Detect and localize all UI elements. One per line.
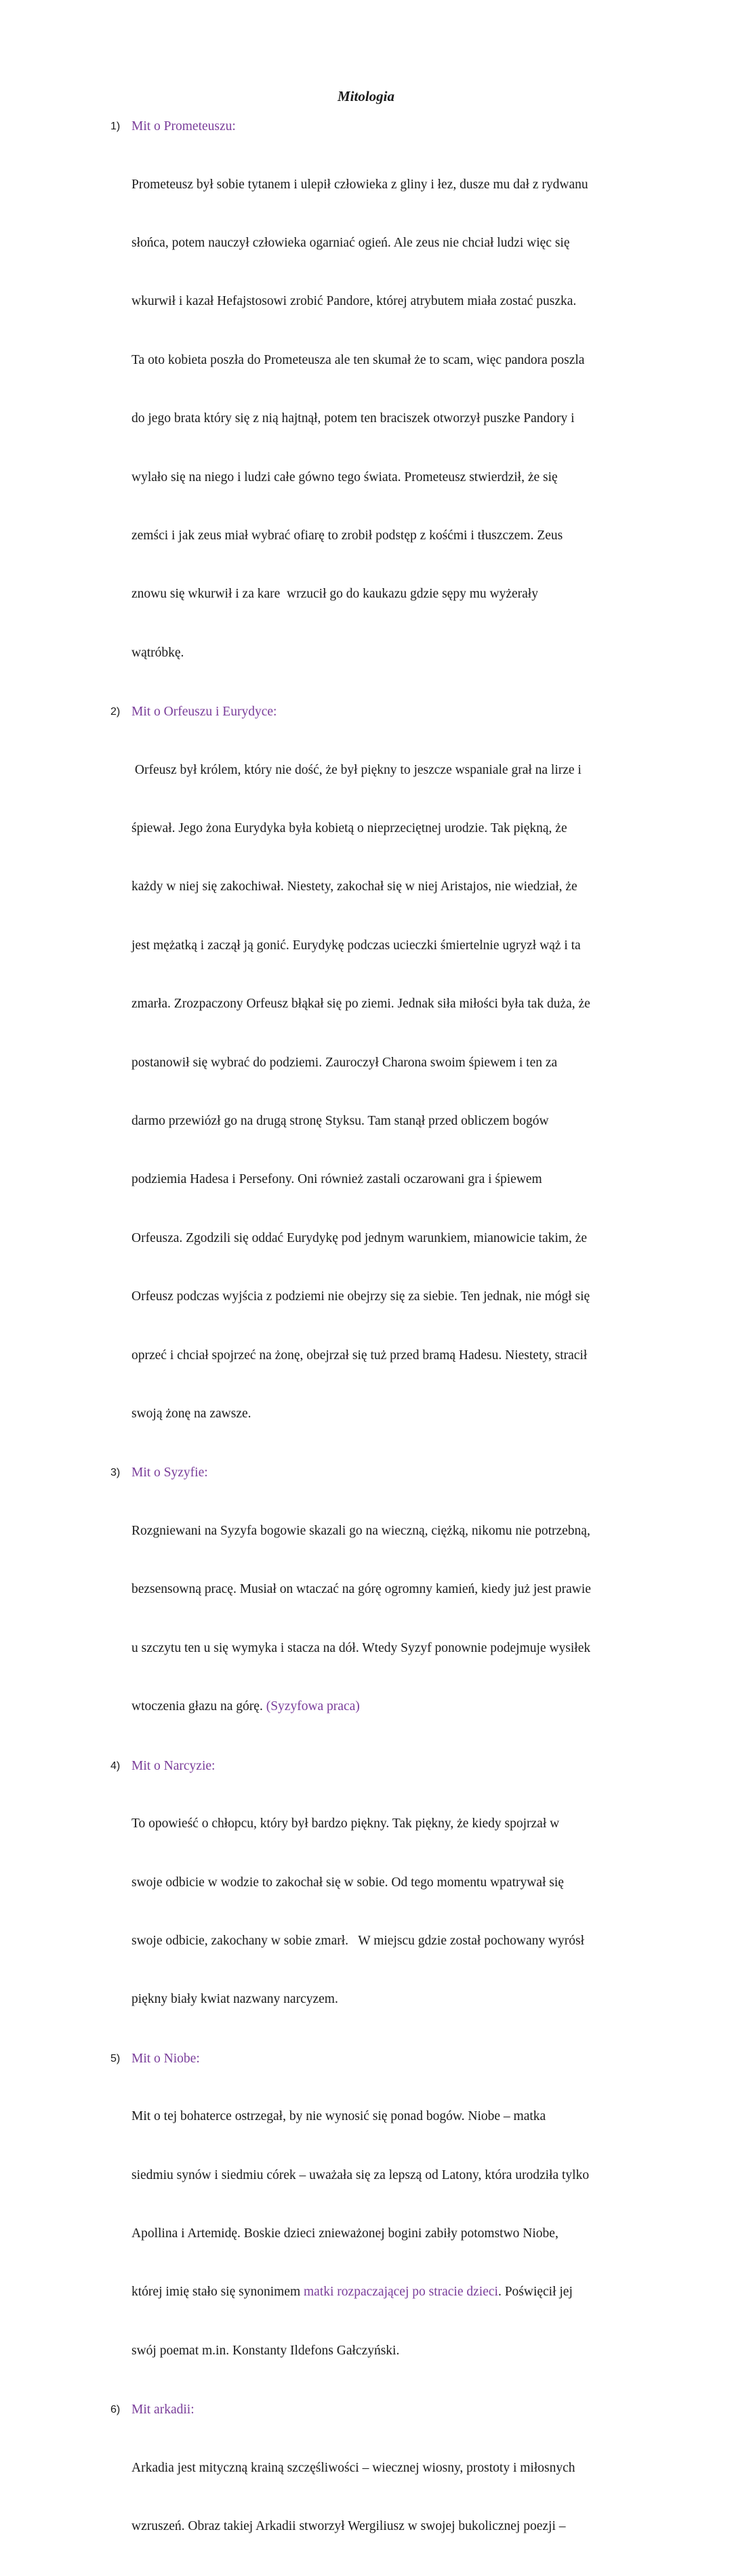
myth-heading: Mit o Orfeuszu i Eurydyce:: [131, 705, 277, 720]
body-line: zemści i jak zeus miał wybrać ofiarę to zrobił podstęp z kośćmi i tłuszczem. Zeus: [131, 528, 563, 543]
body-line: swoje odbicie w wodzie to zakochał się w sobie. Od tego momentu wpatrywał się: [131, 1875, 564, 1890]
myth-heading: Mit arkadii:: [131, 2403, 195, 2417]
body-text: wtoczenia głazu na górę.: [131, 1699, 266, 1714]
body-line: wątróbkę.: [131, 645, 184, 660]
body-line: Apollina i Artemidę. Boskie dzieci znieważonej bogini zabiły potomstwo Niobe,: [131, 2226, 558, 2241]
myth-body: [131, 1776, 651, 2049]
myth-item-arcadia: [0, 2400, 732, 2575]
myth-body: [131, 722, 651, 1463]
highlighted-phrase: matki rozpaczającej po stracie dzieci: [304, 2285, 498, 2300]
body-line: zmarła. Zrozpaczony Orfeusz błąkał się po ziemi. Jednak siła miłości była tak duża, że: [131, 997, 590, 1012]
item-number: 5): [110, 2052, 121, 2064]
myth-item-niobe: [0, 2049, 732, 2401]
body-line: piękny biały kwiat nazwany narcyzem.: [131, 1992, 338, 2007]
myth-heading: Mit o Syzyfie:: [131, 1466, 208, 1480]
body-line: bezsensowną pracę. Musiał on wtaczać na górę ogromny kamień, kiedy już jest prawie: [131, 1582, 591, 1597]
body-line: Rozgniewani na Syzyfa bogowie skazali go na wieczną, ciężką, nikomu nie potrzebną,: [131, 1523, 590, 1538]
myth-body: [131, 136, 651, 702]
body-line: znowu się wkurwił i za kare wrzucił go do kaukazu gdzie sępy mu wyżerały: [131, 587, 538, 602]
body-line: To opowieść o chłopcu, który był bardzo piękny. Tak piękny, że kiedy spojrzał w: [131, 1816, 560, 1831]
body-line: siedmiu synów i siedmiu córek – uważała się za lepszą od Latony, która urodziła tylko: [131, 2167, 590, 2182]
body-line: darmo przewiózł go na drugą stronę Styksu. Tam stanął przed obliczem bogów: [131, 1114, 549, 1129]
item-number: 4): [110, 1760, 121, 1772]
body-line: Orfeusza. Zgodzili się oddać Eurydykę pod jednym warunkiem, mianowicie takim, że: [131, 1230, 587, 1245]
body-line: Arkadia jest mityczną krainą szczęśliwości – wiecznej wiosny, prostoty i miłosnych: [131, 2460, 575, 2475]
myth-heading: Mit o Narcyzie:: [131, 1758, 216, 1773]
myth-heading: Mit o Niobe:: [131, 2051, 200, 2066]
body-line: [131, 2283, 651, 2302]
body-line: wkurwił i kazał Hefajstosowi zrobić Pandore, której atrybutem miała zostać puszka.: [131, 294, 577, 309]
body-line: śpiewał. Jego żona Eurydyka była kobietą o nieprzeciętnej urodzie. Tak piękną, że: [131, 821, 567, 836]
myth-body: [131, 2069, 651, 2401]
myth-item-narcissus: [0, 1756, 732, 2049]
body-line: Orfeusz był królem, który nie dość, że był piękny to jeszcze wspaniale grał na lirze i: [131, 762, 582, 777]
body-line: postanowił się wybrać do podziemi. Zauroczył Charona swoim śpiewem i ten za: [131, 1055, 558, 1070]
myth-body: [131, 1482, 651, 1756]
body-line: swoje odbicie, zakochany w sobie zmarł. W miejscu gdzie został pochowany wyrósł: [131, 1933, 585, 1948]
item-number: 6): [110, 2404, 121, 2416]
myth-body: [131, 2419, 651, 2575]
page-title: Mitologia: [337, 88, 394, 104]
body-line: oprzeć i chciał spojrzeć na żonę, obejrzał się tuż przed bramą Hadesu. Niestety, stracił: [131, 1348, 588, 1363]
body-line: swoją żonę na zawsze.: [131, 1407, 251, 1421]
body-line: do jego brata który się z nią hajtnął, potem ten braciszek otworzył puszke Pandory i: [131, 411, 575, 426]
body-line: Orfeusz podczas wyjścia z podziemi nie obejrzy się za siebie. Ten jednak, nie mógł się: [131, 1289, 590, 1304]
body-line: jest mężatką i zaczął ją gonić. Eurydykę podczas ucieczki śmiertelnie ugryzł wąż i ta: [131, 938, 581, 953]
body-line: wzruszeń. Obraz takiej Arkadii stworzył Wergiliusz w swojej bukolicznej poezji –: [131, 2519, 566, 2534]
myth-list: [0, 117, 732, 2576]
item-number: 3): [110, 1467, 121, 1479]
body-line: Mit o tej bohaterce ostrzegał, by nie wynosić się ponad bogów. Niobe – matka: [131, 2109, 546, 2124]
body-line: [131, 1697, 651, 1717]
myth-item-prometheus: [0, 117, 732, 702]
body-line: swój poemat m.in. Konstanty Ildefons Gałczyński.: [131, 2343, 400, 2358]
body-text: . Poświęcił jej: [497, 2285, 573, 2300]
myth-item-orpheus: [0, 702, 732, 1463]
item-number: 2): [110, 706, 121, 718]
myth-heading: Mit o Prometeuszu:: [131, 119, 236, 133]
body-line: każdy w niej się zakochiwał. Niestety, zakochał się w niej Aristajos, nie wiedział, że: [131, 879, 577, 894]
item-number: 1): [110, 121, 121, 132]
body-line: Ta oto kobieta poszła do Prometeusza ale ten skumał że to scam, więc pandora poszla: [131, 352, 585, 367]
body-line: wylało się na niego i ludzi całe gówno tego świata. Prometeusz stwierdził, że się: [131, 470, 558, 484]
body-line: słońca, potem nauczył człowieka ogarniać ogień. Ale zeus nie chciał ludzi więc się: [131, 235, 570, 250]
body-line: Prometeusz był sobie tytanem i ulepił człowieka z gliny i łez, dusze mu dał z rydwanu: [131, 177, 588, 192]
myth-item-sisyphus: [0, 1463, 732, 1756]
body-line: podziemia Hadesa i Persefony. Oni również zastali oczarowani gra i śpiewem: [131, 1172, 542, 1187]
body-line: u szczytu ten u się wymyka i stacza na dół. Wtedy Syzyf ponownie podejmuje wysiłek: [131, 1640, 591, 1655]
body-text: której imię stało się synonimem: [131, 2285, 304, 2300]
highlighted-phrase: (Syzyfowa praca): [266, 1699, 360, 1714]
